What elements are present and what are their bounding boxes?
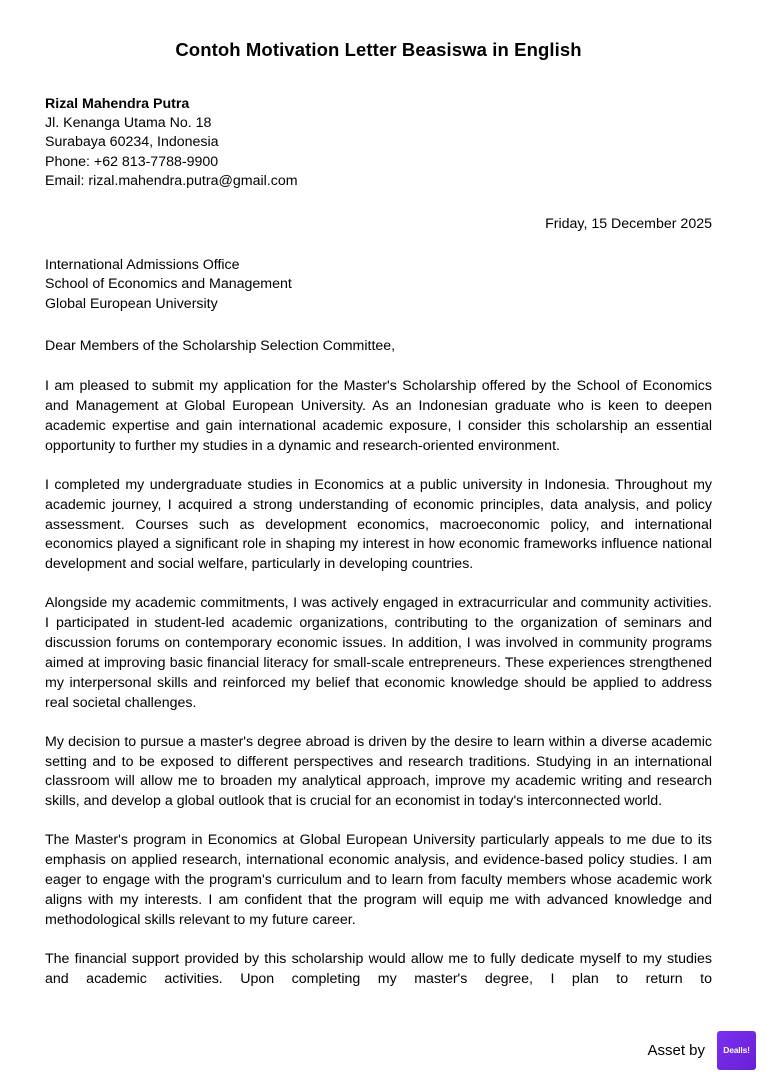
recipient-line-2: School of Economics and Management bbox=[45, 276, 292, 293]
sender-city: Surabaya 60234, Indonesia bbox=[45, 134, 219, 151]
body-paragraph: I completed my undergraduate studies in Economics at a public university in Indonesia. Throughout my academic journey, I acquired a strong understanding of economic principles, data analysis, and policy assessment. Courses such as development economics, macroeconomic policy, and international economics played a significant role in shaping my interest in how economic frameworks influence national development and social welfare, particularly in developing countries. bbox=[45, 476, 712, 573]
body-paragraph: The Master's program in Economics at Global European University particularly appeals to me due to its emphasis on applied research, international economic analysis, and evidence-based policy studies. I am eager to engage with the program's curriculum and to learn from faculty members whose academic work aligns with my interests. I am confident that the program will equip me with advanced knowledge and methodological skills relevant to my future career. bbox=[45, 832, 712, 928]
body-paragraph: Alongside my academic commitments, I was actively engaged in extracurricular and community activities. I participated in student-led academic organizations, contributing to the organization of seminars and discussion forums on contemporary economic issues. In addition, I was involved in community programs aimed at improving basic financial literacy for small-scale entrepreneurs. These experiences strengthened my interpersonal skills and reinforced my belief that economic knowledge should be applied to address real societal challenges. bbox=[45, 595, 712, 711]
letter-body bbox=[45, 377, 712, 1009]
brand-logo-text: Dealls! bbox=[723, 1045, 750, 1056]
footer-attribution-label: Asset by bbox=[647, 1042, 705, 1059]
sender-address-block bbox=[45, 95, 712, 191]
body-paragraph: My decision to pursue a master's degree abroad is driven by the desire to learn within a diverse academic setting and to be exposed to different perspectives and research traditions. Studying in an international classroom will allow me to broaden my analytical approach, improve my academic writing and research skills, and develop a global outlook that is crucial for an economist in today's interconnected world. bbox=[45, 733, 712, 810]
document-content bbox=[45, 0, 712, 1029]
page-title: Contoh Motivation Letter Beasiswa in English bbox=[175, 39, 582, 60]
salutation: Dear Members of the Scholarship Selection Committee, bbox=[45, 337, 396, 354]
body-paragraph-truncated: The financial support provided by this scholarship would allow me to fully dedicate myself to my studies and academic activities. Upon completing my master's degree, I plan to return to bbox=[45, 950, 712, 987]
sender-street: Jl. Kenanga Utama No. 18 bbox=[45, 115, 212, 132]
recipient-address-block bbox=[45, 256, 712, 314]
letter-date: Friday, 15 December 2025 bbox=[545, 216, 712, 233]
brand-logo[interactable] bbox=[717, 1031, 756, 1070]
sender-name: Rizal Mahendra Putra bbox=[45, 96, 190, 113]
page-footer bbox=[647, 1031, 756, 1070]
recipient-line-1: International Admissions Office bbox=[45, 257, 240, 274]
sender-email: Email: rizal.mahendra.putra@gmail.com bbox=[45, 172, 298, 189]
recipient-line-3: Global European University bbox=[45, 295, 218, 312]
body-paragraph: I am pleased to submit my application for the Master's Scholarship offered by the School of Economics and Management at Global European University. As an Indonesian graduate who is keen to deepen academic expertise and gain international academic exposure, I consider this scholarship an essential opportunity to further my studies in a dynamic and research-oriented environment. bbox=[45, 378, 712, 454]
sender-phone: Phone: +62 813-7788-9900 bbox=[45, 153, 219, 170]
